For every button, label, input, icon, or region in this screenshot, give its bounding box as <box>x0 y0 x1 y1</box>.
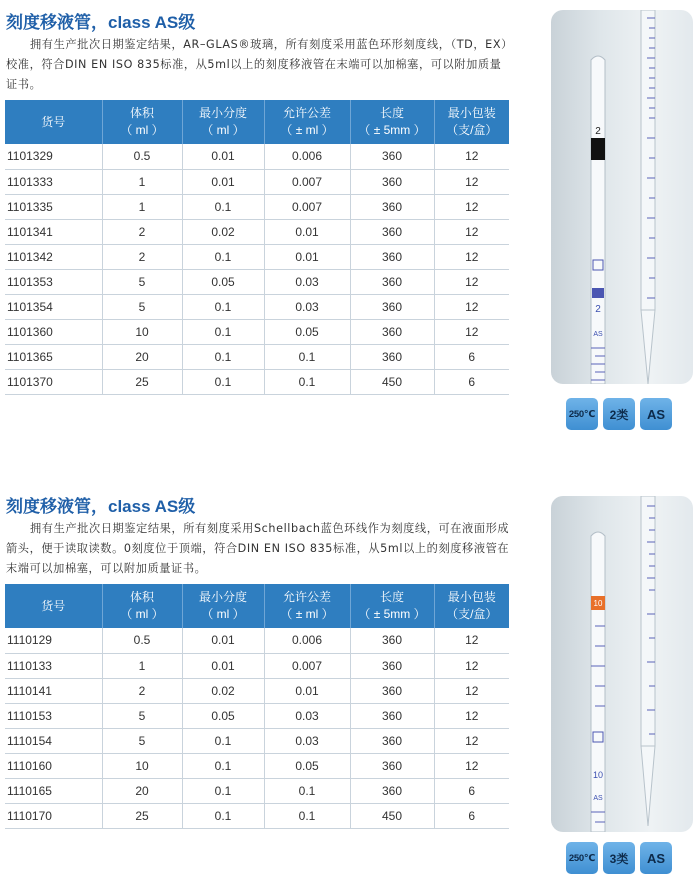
table-cell: 360 <box>350 703 434 728</box>
table-cell: 12 <box>434 144 509 169</box>
table-cell: 12 <box>434 269 509 294</box>
table-cell: 12 <box>434 678 509 703</box>
table-cell: 1101335 <box>5 194 102 219</box>
table-cell: 12 <box>434 628 509 653</box>
table-cell: 6 <box>434 344 509 369</box>
table-cell: 1110165 <box>5 778 102 803</box>
table-cell: 12 <box>434 319 509 344</box>
table-cell: 1101329 <box>5 144 102 169</box>
table-cell: 0.007 <box>264 653 350 678</box>
table-row <box>5 678 509 703</box>
header-min-division: 最小分度 （ ml ） <box>182 100 264 144</box>
table-cell: 10 <box>102 753 182 778</box>
table-cell: 0.5 <box>102 144 182 169</box>
table-cell: 0.1 <box>264 803 350 828</box>
table-row <box>5 753 509 778</box>
table-cell: 0.1 <box>182 194 264 219</box>
table-cell: 0.1 <box>182 778 264 803</box>
section-title: 刻度移液管，class AS级 <box>6 13 196 32</box>
grade-badge: AS <box>640 398 672 430</box>
table-cell: 1101365 <box>5 344 102 369</box>
table-cell: 1101354 <box>5 294 102 319</box>
table-cell: 0.02 <box>182 219 264 244</box>
spec-table <box>5 100 509 395</box>
table-cell: 360 <box>350 244 434 269</box>
table-cell: 360 <box>350 294 434 319</box>
header-volume: 体积 （ ml ） <box>102 584 182 628</box>
table-cell: 12 <box>434 703 509 728</box>
section-title: 刻度移液管，class AS级 <box>6 497 196 516</box>
table-header-row <box>5 100 509 144</box>
table-cell: 360 <box>350 628 434 653</box>
header-volume: 体积 （ ml ） <box>102 100 182 144</box>
table-body <box>5 144 509 394</box>
table-cell: 0.1 <box>182 753 264 778</box>
table-cell: 1110160 <box>5 753 102 778</box>
pipette-illustration <box>551 496 693 832</box>
table-cell: 25 <box>102 369 182 394</box>
table-cell: 1110133 <box>5 653 102 678</box>
pipette-photo <box>551 10 693 384</box>
table-cell: 0.01 <box>264 244 350 269</box>
table-row <box>5 144 509 169</box>
table-cell: 360 <box>350 169 434 194</box>
table-cell: 360 <box>350 728 434 753</box>
table-cell: 12 <box>434 653 509 678</box>
table-cell: 0.03 <box>264 269 350 294</box>
pipette-photo <box>551 496 693 832</box>
table-row <box>5 803 509 828</box>
table-cell: 0.01 <box>182 169 264 194</box>
table-row <box>5 778 509 803</box>
table-cell: 20 <box>102 778 182 803</box>
table-cell: 360 <box>350 144 434 169</box>
table-cell: 0.007 <box>264 194 350 219</box>
table-cell: 1101370 <box>5 369 102 394</box>
table-cell: 12 <box>434 194 509 219</box>
header-min-division: 最小分度 （ ml ） <box>182 584 264 628</box>
table-cell: 1110154 <box>5 728 102 753</box>
table-cell: 450 <box>350 803 434 828</box>
table-cell: 0.03 <box>264 703 350 728</box>
table-cell: 0.1 <box>264 778 350 803</box>
table-row <box>5 369 509 394</box>
table-cell: 0.1 <box>182 344 264 369</box>
table-cell: 0.01 <box>264 678 350 703</box>
table-row <box>5 269 509 294</box>
table-cell: 0.007 <box>264 169 350 194</box>
class-badge: 3类 <box>603 842 635 874</box>
table-row <box>5 653 509 678</box>
table-row <box>5 703 509 728</box>
table-cell: 5 <box>102 703 182 728</box>
table-cell: 1101360 <box>5 319 102 344</box>
table-cell: 1110141 <box>5 678 102 703</box>
header-tolerance: 允许公差 （ ± ml ） <box>264 584 350 628</box>
table-row <box>5 294 509 319</box>
class-badge: 2类 <box>603 398 635 430</box>
table-row <box>5 728 509 753</box>
mark-sub: AS <box>593 795 603 802</box>
header-item-no: 货号 <box>5 100 102 144</box>
table-cell: 0.05 <box>182 703 264 728</box>
table-cell: 0.006 <box>264 628 350 653</box>
table-cell: 5 <box>102 269 182 294</box>
table-cell: 360 <box>350 653 434 678</box>
table-cell: 360 <box>350 219 434 244</box>
table-cell: 6 <box>434 778 509 803</box>
table-cell: 1101333 <box>5 169 102 194</box>
table-cell: 25 <box>102 803 182 828</box>
product-section-2 <box>0 484 700 886</box>
spec-table <box>5 584 509 829</box>
table-header-row <box>5 584 509 628</box>
table-cell: 5 <box>102 294 182 319</box>
table-cell: 360 <box>350 194 434 219</box>
mark-sub: AS <box>593 331 603 338</box>
table-cell: 360 <box>350 269 434 294</box>
table-cell: 1 <box>102 653 182 678</box>
header-length: 长度 （ ± 5mm ） <box>350 584 434 628</box>
spec-badges <box>566 842 672 874</box>
table-cell: 6 <box>434 369 509 394</box>
table-cell: 1110129 <box>5 628 102 653</box>
table-cell: 0.05 <box>264 753 350 778</box>
header-min-package: 最小包装 （支/盒） <box>434 100 509 144</box>
section-description: 拥有生产批次日期鉴定结果，AR–GLAS®玻璃，所有刻度采用蓝色环形刻度线，（TD，EX）校准，符合DIN EN ISO 835标准，从5ml以上的刻度移液管在末端可以加棉塞，可以附加质量证书。 <box>6 38 508 91</box>
table-cell: 6 <box>434 803 509 828</box>
table-row <box>5 219 509 244</box>
table-cell: 2 <box>102 678 182 703</box>
temperature-badge: 250℃ <box>566 842 598 874</box>
table-cell: 1 <box>102 194 182 219</box>
table-cell: 12 <box>434 728 509 753</box>
table-cell: 1101342 <box>5 244 102 269</box>
table-cell: 20 <box>102 344 182 369</box>
table-cell: 0.1 <box>182 369 264 394</box>
table-cell: 0.05 <box>264 319 350 344</box>
table-cell: 12 <box>434 294 509 319</box>
temperature-badge: 250℃ <box>566 398 598 430</box>
table-cell: 2 <box>102 244 182 269</box>
table-cell: 12 <box>434 753 509 778</box>
table-cell: 12 <box>434 219 509 244</box>
table-cell: 0.1 <box>182 294 264 319</box>
mark-label: 10 <box>592 770 604 780</box>
table-cell: 0.01 <box>182 144 264 169</box>
table-cell: 360 <box>350 678 434 703</box>
table-cell: 0.02 <box>182 678 264 703</box>
product-section-1 <box>0 0 700 440</box>
table-cell: 0.1 <box>182 803 264 828</box>
table-row <box>5 244 509 269</box>
table-row <box>5 169 509 194</box>
table-cell: 0.5 <box>102 628 182 653</box>
table-cell: 1110153 <box>5 703 102 728</box>
table-cell: 0.05 <box>182 269 264 294</box>
table-cell: 0.01 <box>182 653 264 678</box>
table-cell: 0.03 <box>264 728 350 753</box>
table-cell: 360 <box>350 344 434 369</box>
band-label: 10 <box>593 599 603 608</box>
table-cell: 0.1 <box>182 319 264 344</box>
table-row <box>5 319 509 344</box>
table-cell: 1101353 <box>5 269 102 294</box>
table-cell: 12 <box>434 169 509 194</box>
table-cell: 0.01 <box>264 219 350 244</box>
table-cell: 360 <box>350 753 434 778</box>
table-cell: 0.1 <box>182 728 264 753</box>
header-length: 长度 （ ± 5mm ） <box>350 100 434 144</box>
table-cell: 2 <box>102 219 182 244</box>
header-tolerance: 允许公差 （ ± ml ） <box>264 100 350 144</box>
table-cell: 450 <box>350 369 434 394</box>
table-cell: 0.03 <box>264 294 350 319</box>
table-cell: 1110170 <box>5 803 102 828</box>
table-cell: 12 <box>434 244 509 269</box>
table-cell: 0.1 <box>182 244 264 269</box>
mark-label: 2 <box>595 304 601 315</box>
band-label: 2 <box>595 126 601 137</box>
table-body <box>5 628 509 828</box>
header-min-package: 最小包装 （支/盒） <box>434 584 509 628</box>
table-cell: 10 <box>102 319 182 344</box>
table-cell: 1101341 <box>5 219 102 244</box>
table-row <box>5 194 509 219</box>
table-row <box>5 628 509 653</box>
table-row <box>5 344 509 369</box>
grade-badge: AS <box>640 842 672 874</box>
table-cell: 5 <box>102 728 182 753</box>
table-cell: 0.1 <box>264 369 350 394</box>
table-cell: 1 <box>102 169 182 194</box>
header-item-no: 货号 <box>5 584 102 628</box>
pipette-illustration <box>551 10 693 384</box>
section-description: 拥有生产批次日期鉴定结果，所有刻度采用Schellbach蓝色环线作为刻度线，可在液面形成箭头，便于读取读数。0刻度位于顶端，符合DIN EN ISO 835标准，从5ml以上的刻度移液管在末端可以加棉塞，可以附加质量证书。 <box>6 522 510 575</box>
table-cell: 0.1 <box>264 344 350 369</box>
table-cell: 360 <box>350 319 434 344</box>
table-cell: 0.01 <box>182 628 264 653</box>
table-cell: 0.006 <box>264 144 350 169</box>
table-cell: 360 <box>350 778 434 803</box>
spec-badges <box>566 398 672 430</box>
